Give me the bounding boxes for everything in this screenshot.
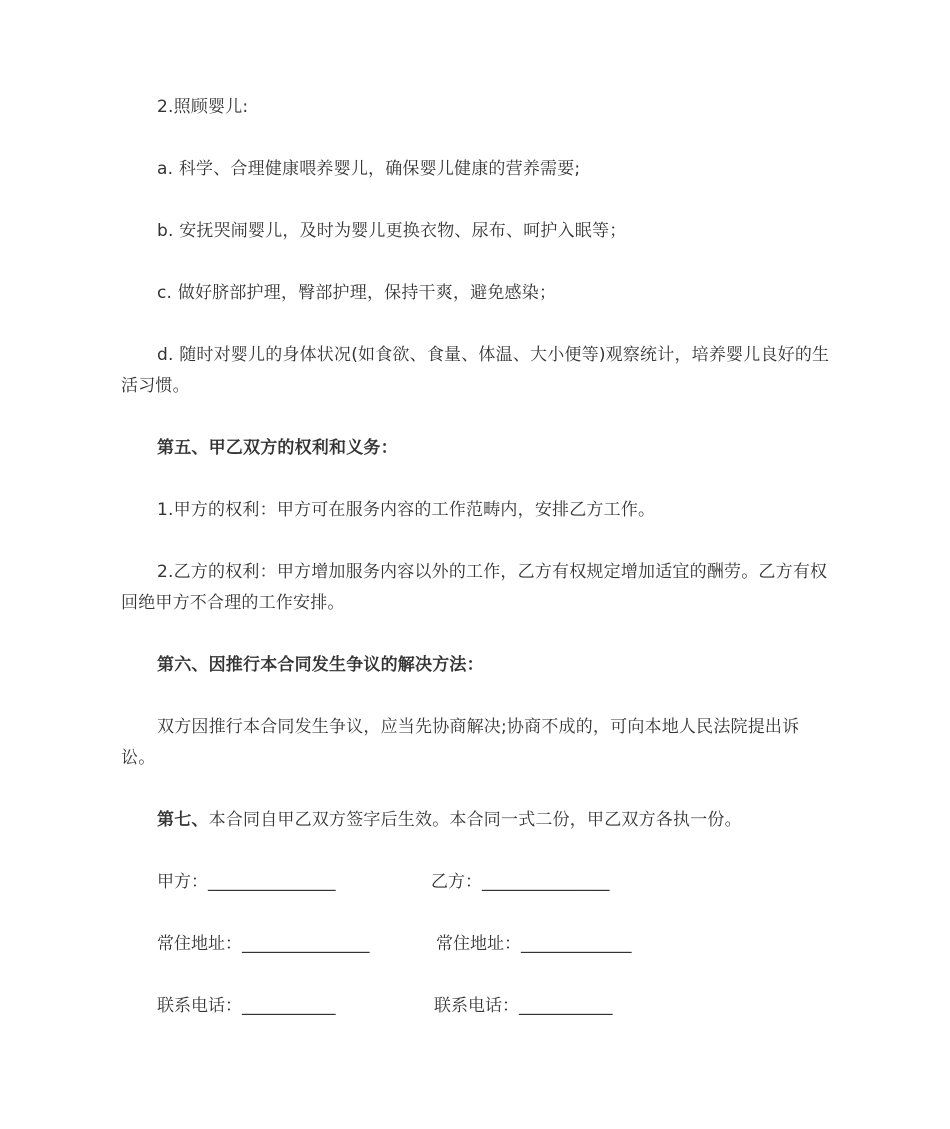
section-7-text: 本合同自甲乙双方签字后生效。本合同一式二份，甲乙双方各执一份。 xyxy=(208,810,742,830)
party-a-rights: 1.甲方的权利：甲方可在服务内容的工作范畴内，安排乙方工作。 xyxy=(157,500,656,520)
item-d-observation: d. 随时对婴儿的身体状况(如食欲、食量、体温、大小便等)观察统计，培养婴儿良好的生活习惯。 xyxy=(121,345,830,396)
party-b-rights: 2.乙方的权利：甲方增加服务内容以外的工作，乙方有权规定增加适宜的酬劳。乙方有权回绝甲方不合理的工作安排。 xyxy=(121,562,828,613)
section-7-clause xyxy=(121,805,833,836)
item-c-umbilical-care: c. 做好脐部护理，臀部护理，保持干爽，避免感染； xyxy=(157,283,557,303)
party-b-signature: 乙方：_______________ xyxy=(431,872,610,892)
section-5-heading: 第五、甲乙双方的权利和义务： xyxy=(157,438,398,458)
party-b-address: 常住地址：_____________ xyxy=(436,934,632,954)
section-7-label: 第七、 xyxy=(157,810,209,830)
signature-row-party xyxy=(121,867,833,898)
party-a-signature: 甲方：_______________ xyxy=(157,872,336,892)
item-b-soothing: b. 安抚哭闹婴儿，及时为婴儿更换衣物、尿布、呵护入眠等； xyxy=(157,221,627,241)
party-a-phone: 联系电话：___________ xyxy=(157,996,336,1016)
item-care-baby-heading: 2.照顾婴儿: xyxy=(157,97,249,117)
dispute-resolution: 双方因推行本合同发生争议，应当先协商解决;协商不成的，可向本地人民法院提出诉讼。 xyxy=(121,717,800,768)
section-6-heading: 第六、因推行本合同发生争议的解决方法： xyxy=(157,655,484,675)
document-page xyxy=(121,92,833,1053)
party-a-address: 常住地址：_______________ xyxy=(157,934,370,954)
signature-row-phone xyxy=(121,991,833,1022)
signature-row-address xyxy=(121,929,833,960)
item-a-feeding: a. 科学、合理健康喂养婴儿，确保婴儿健康的营养需要; xyxy=(157,159,581,179)
party-b-phone: 联系电话：___________ xyxy=(434,996,613,1016)
